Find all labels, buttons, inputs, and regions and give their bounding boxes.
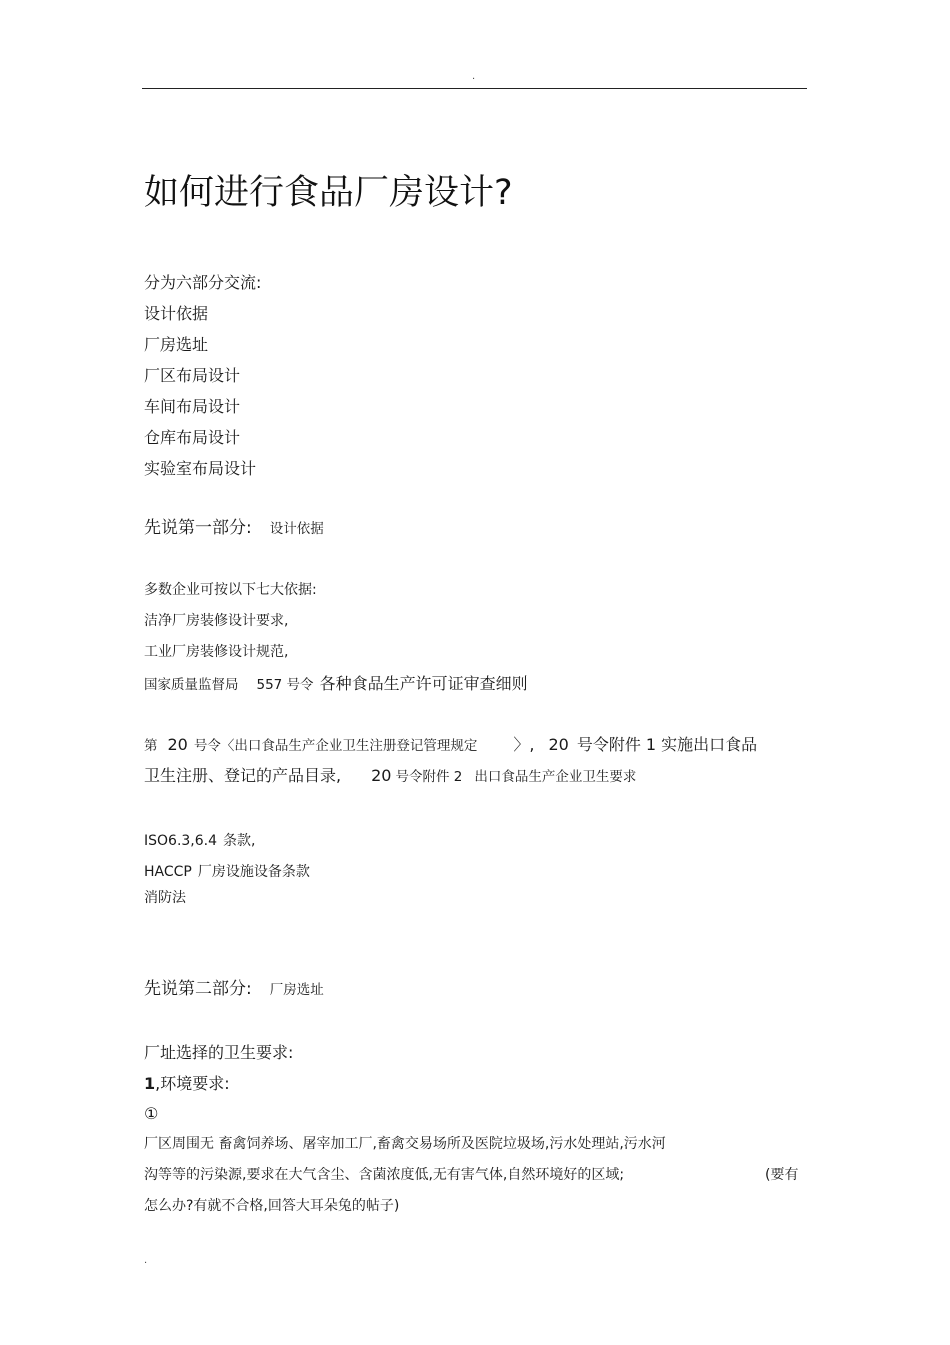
basis-4-b: 20 xyxy=(167,735,188,754)
env-label: ,环境要求: xyxy=(155,1074,230,1093)
basis-4-j: 出口食品生产企业卫生要求 xyxy=(474,769,637,785)
intro-item-1: 设计依据 xyxy=(144,304,209,323)
part1-lead: 多数企业可按以下七大依据: xyxy=(144,582,317,598)
intro-item-6: 实验室布局设计 xyxy=(144,459,257,478)
basis-2: 工业厂房装修设计规范, xyxy=(144,644,289,660)
basis-3-b: 557 号令 xyxy=(256,677,314,693)
haccp-b: 厂房设施设备条款 xyxy=(197,864,310,880)
para-line-2: 沟等等的污染源,要求在大气含尘、含菌浓度低,无有害气体,自然环境好的区域; xyxy=(144,1167,625,1183)
basis-3-a: 国家质量监督局 xyxy=(144,677,239,693)
haccp-a: HACCP xyxy=(144,864,192,880)
basis-4-line-2 xyxy=(144,766,636,785)
part1-topic: 设计依据 xyxy=(269,521,324,537)
header-dot: . xyxy=(472,71,476,82)
para-note: (要有 xyxy=(765,1167,799,1183)
basis-4-f: 号令附件 1 实施出口食品 xyxy=(576,735,758,754)
basis-3 xyxy=(144,674,528,693)
basis-4-c: 号令〈出口食品生产企业卫生注册登记管理规定 xyxy=(193,738,478,754)
haccp-line xyxy=(144,861,310,881)
basis-4-line-1 xyxy=(144,735,757,754)
para-line-1: 厂区周围无 畜禽饲养场、屠宰加工厂,畜禽交易场所及医院垃圾场,污水处理站,污水河 xyxy=(144,1136,666,1152)
fire-law: 消防法 xyxy=(144,890,186,906)
iso-a: ISO6.3,6.4 xyxy=(144,833,218,849)
page-title: 如何进行食品厂房设计? xyxy=(144,173,513,213)
header-rule xyxy=(142,88,807,89)
para-line-3: 怎么办?有就不合格,回答大耳朵兔的帖子) xyxy=(144,1198,400,1214)
footer-dot: . xyxy=(144,1255,148,1266)
basis-1: 洁净厂房装修设计要求, xyxy=(144,613,289,629)
basis-4-e: 20 xyxy=(548,735,569,754)
basis-4-a: 第 xyxy=(144,738,158,754)
intro-lead: 分为六部分交流: xyxy=(144,273,262,292)
basis-4-g: 卫生注册、登记的产品目录, xyxy=(144,766,342,785)
part2-heading-line xyxy=(144,979,324,999)
intro-item-3: 厂区布局设计 xyxy=(144,366,241,385)
intro-item-2: 厂房选址 xyxy=(144,335,209,354)
iso-b: 条款, xyxy=(223,833,256,849)
part1-heading-line xyxy=(144,518,324,538)
part2-topic: 厂房选址 xyxy=(269,982,324,998)
intro-item-4: 车间布局设计 xyxy=(144,397,241,416)
basis-4-i: 号令附件 2 xyxy=(395,769,463,785)
env-num: 1 xyxy=(144,1074,156,1093)
basis-4-h: 20 xyxy=(371,766,392,785)
part1-heading: 先说第一部分: xyxy=(144,518,252,538)
intro-item-5: 仓库布局设计 xyxy=(144,428,241,447)
circle-one: ① xyxy=(144,1104,159,1123)
iso-line xyxy=(144,830,255,850)
env-requirement xyxy=(144,1074,230,1093)
basis-4-d: 〉, xyxy=(513,735,535,754)
part2-lead: 厂址选择的卫生要求: xyxy=(144,1043,294,1062)
part2-heading: 先说第二部分: xyxy=(144,979,252,999)
basis-3-c: 各种食品生产许可证审查细则 xyxy=(319,674,528,693)
